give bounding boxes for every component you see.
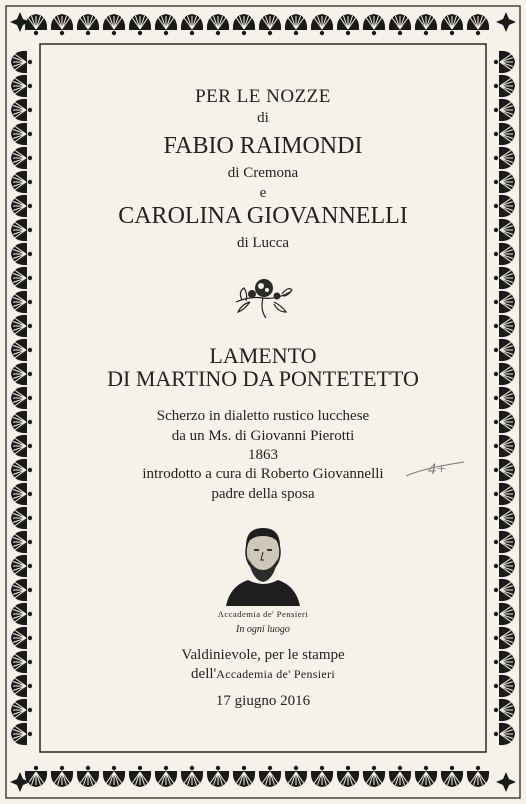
shell-ornament (415, 14, 437, 35)
shell-ornament (337, 14, 359, 35)
shell-ornament (494, 291, 515, 313)
shell-ornament (11, 699, 32, 721)
shell-ornament (11, 723, 32, 745)
dedication-heading: PER LE NOZZE (195, 86, 331, 107)
shell-ornament (11, 339, 32, 361)
shell-ornament (11, 363, 32, 385)
emblem-motto: In ogni luogo (236, 624, 290, 635)
subtitle-year: 1863 (248, 447, 278, 463)
pencil-annotation-text: 4+ (428, 461, 447, 478)
shell-ornament (494, 435, 515, 457)
shell-ornament (11, 627, 32, 649)
shell-ornament (11, 435, 32, 457)
shell-ornament (494, 459, 515, 481)
groom-name: FABIO RAIMONDI (163, 133, 363, 159)
shell-ornament (11, 555, 32, 577)
subtitle-line2: da un Ms. di Giovanni Pierotti (171, 428, 355, 444)
imprint-date: 17 giugno 2016 (215, 693, 311, 709)
portrait-engraving (224, 522, 302, 606)
shell-ornament (389, 14, 411, 35)
shell-ornament (11, 483, 32, 505)
shell-ornament (11, 291, 32, 313)
bride-city: di Lucca (236, 235, 290, 251)
shell-ornament (494, 483, 515, 505)
corner-star-ornament (496, 772, 516, 792)
shell-ornament (11, 99, 32, 121)
shell-ornament (259, 766, 281, 787)
shell-ornament (11, 315, 32, 337)
shell-ornament (11, 651, 32, 673)
shell-ornament (233, 766, 255, 787)
shell-ornament (363, 766, 385, 787)
shell-ornament (181, 766, 203, 787)
shell-ornament (494, 387, 515, 409)
shell-ornament (494, 75, 515, 97)
shell-ornament (11, 195, 32, 217)
shell-ornament (494, 363, 515, 385)
shell-ornament (11, 675, 32, 697)
imprint-line1: Valdinievole, per le stampe (181, 647, 345, 663)
shell-ornament (155, 14, 177, 35)
shell-ornament (494, 339, 515, 361)
shell-ornament (181, 14, 203, 35)
shell-ornament (11, 171, 32, 193)
imprint-line2-prefix: dell' (191, 666, 217, 682)
shell-ornament (11, 51, 32, 73)
shell-ornament (467, 766, 489, 787)
shell-ornament (494, 411, 515, 433)
shell-ornament (337, 766, 359, 787)
shell-ornament (415, 766, 437, 787)
shell-ornament (494, 723, 515, 745)
shell-ornament (11, 579, 32, 601)
emblem-name: Accademia de' Pensieri (217, 609, 309, 619)
shell-ornament (494, 243, 515, 265)
flower-vignette-icon (230, 272, 296, 320)
shell-ornament (311, 14, 333, 35)
shell-ornament (77, 766, 99, 787)
shell-ornament (363, 14, 385, 35)
shell-ornament (51, 14, 73, 35)
shell-ornament (494, 507, 515, 529)
shell-ornament (155, 766, 177, 787)
shell-ornament (77, 14, 99, 35)
shell-ornament (207, 766, 229, 787)
shell-ornament (441, 14, 463, 35)
shell-ornament (494, 579, 515, 601)
shell-ornament (207, 14, 229, 35)
conjunction: e (259, 185, 267, 201)
shell-ornament (25, 14, 47, 35)
corner-star-ornament (496, 12, 516, 32)
bride-name: CAROLINA GIOVANNELLI (118, 203, 408, 229)
shell-ornament (11, 243, 32, 265)
shell-ornament (25, 766, 47, 787)
subtitle-editor-role: padre della sposa (211, 486, 315, 502)
shell-ornament (311, 766, 333, 787)
shell-ornament (11, 219, 32, 241)
shell-ornament (494, 195, 515, 217)
shell-ornament (441, 766, 463, 787)
pencil-annotation (404, 454, 468, 484)
shell-ornament (494, 51, 515, 73)
shell-ornament (494, 531, 515, 553)
groom-city: di Cremona (227, 165, 299, 181)
shell-ornament (11, 459, 32, 481)
imprint-line2-academy: Accademia de' Pensieri (216, 667, 335, 681)
shell-ornament (11, 603, 32, 625)
shell-ornament (11, 411, 32, 433)
shell-ornament (11, 147, 32, 169)
subtitle-line1: Scherzo in dialetto rustico lucchese (156, 408, 370, 424)
work-title-line2: DI MARTINO DA PONTETETTO (107, 366, 419, 391)
shell-ornament (51, 766, 73, 787)
shell-ornament (494, 267, 515, 289)
shell-ornament (11, 123, 32, 145)
shell-ornament (103, 766, 125, 787)
shell-ornament (103, 14, 125, 35)
shell-ornament (467, 14, 489, 35)
shell-ornament (11, 507, 32, 529)
shell-ornament (233, 14, 255, 35)
shell-ornament (129, 14, 151, 35)
shell-ornament (11, 531, 32, 553)
dedication-di: di (257, 110, 269, 126)
shell-ornament (259, 14, 281, 35)
shell-ornament (11, 75, 32, 97)
shell-ornament (494, 675, 515, 697)
shell-ornament (11, 267, 32, 289)
shell-ornament (494, 651, 515, 673)
shell-ornament (494, 147, 515, 169)
shell-ornament (494, 99, 515, 121)
shell-ornament (494, 555, 515, 577)
subtitle-editor: introdotto a cura di Roberto Giovannelli (142, 466, 384, 482)
shell-ornament (494, 603, 515, 625)
imprint-line2 (40, 666, 486, 683)
shell-ornament (494, 315, 515, 337)
shell-ornament (389, 766, 411, 787)
shell-ornament (129, 766, 151, 787)
shell-ornament (494, 699, 515, 721)
work-title-line1: LAMENTO (209, 343, 317, 368)
shell-ornament (494, 123, 515, 145)
shell-ornament (285, 14, 307, 35)
shell-ornament (494, 627, 515, 649)
shell-ornament (285, 766, 307, 787)
shell-ornament (11, 387, 32, 409)
shell-ornament (494, 219, 515, 241)
shell-ornament (494, 171, 515, 193)
